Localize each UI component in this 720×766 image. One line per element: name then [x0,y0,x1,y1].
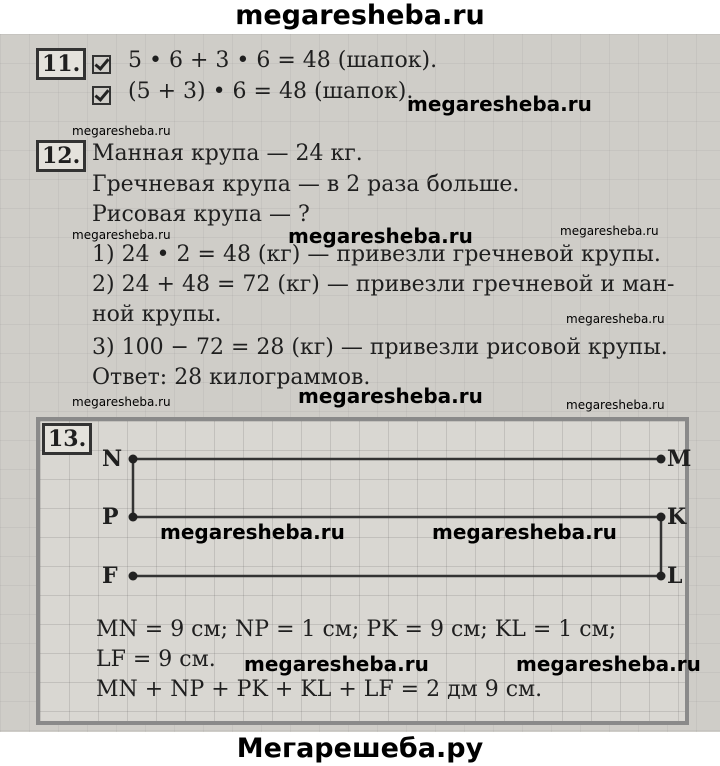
task-12-line: 1) 24 • 2 = 48 (кг) — привезли гречневой крупы. [92,242,661,267]
task-13-line: MN + NP + PK + KL + LF = 2 дм 9 см. [96,677,543,702]
task-12-answer: Ответ: 28 килограммов. [92,365,371,390]
task-11-line-2: (5 + 3) • 6 = 48 (шапок). [128,79,414,104]
watermark: megaresheba.ru [407,92,592,116]
watermark: megaresheba.ru [72,228,171,242]
point-label-l: L [667,563,683,589]
watermark: megaresheba.ru [288,224,473,248]
watermark: megaresheba.ru [298,384,483,408]
point-l [657,572,666,581]
point-label-m: M [667,446,692,472]
task-13-number: 13. [42,423,92,455]
point-label-p: P [102,504,119,530]
figure-polyline [40,421,685,721]
task-11-number: 11. [36,48,86,80]
task-13-line: MN = 9 см; NP = 1 см; PK = 9 см; KL = 1 см; [96,617,617,642]
point-label-n: N [102,446,123,472]
watermark: megaresheba.ru [516,652,701,676]
task-13-line: LF = 9 см. [96,647,216,672]
textbook-page [0,34,720,732]
task-12-line: Гречневая крупа — в 2 раза больше. [92,172,520,197]
site-header[interactable]: megaresheba.ru [235,0,485,31]
point-m [657,455,666,464]
task-12-line: Рисовая крупа — ? [92,202,310,227]
task-11-line-1: 5 • 6 + 3 • 6 = 48 (шапок). [128,48,438,73]
watermark: megaresheba.ru [566,312,665,326]
point-p [129,513,138,522]
task-12-number: 12. [36,140,86,172]
watermark: megaresheba.ru [160,520,345,544]
watermark: megaresheba.ru [560,224,659,238]
checkbox-icon [92,55,111,74]
watermark: megaresheba.ru [432,520,617,544]
watermark: megaresheba.ru [72,395,171,409]
task-13-frame [36,417,692,725]
task-12-line: 3) 100 − 72 = 28 (кг) — привезли рисовой крупы. [92,335,668,360]
checkbox-icon [92,86,111,105]
point-f [129,572,138,581]
task-12-line: ной крупы. [92,302,222,327]
point-n [129,455,138,464]
point-k [657,513,666,522]
point-label-f: F [102,563,118,589]
task-12-line: Манная крупа — 24 кг. [92,141,363,166]
task-12-line: 2) 24 + 48 = 72 (кг) — привезли гречневой и ман- [92,272,675,297]
watermark: megaresheba.ru [244,652,429,676]
watermark: megaresheba.ru [566,398,665,412]
site-footer[interactable]: Мегарешеба.ру [236,733,484,764]
point-label-k: K [667,504,687,530]
watermark: megaresheba.ru [72,124,171,138]
